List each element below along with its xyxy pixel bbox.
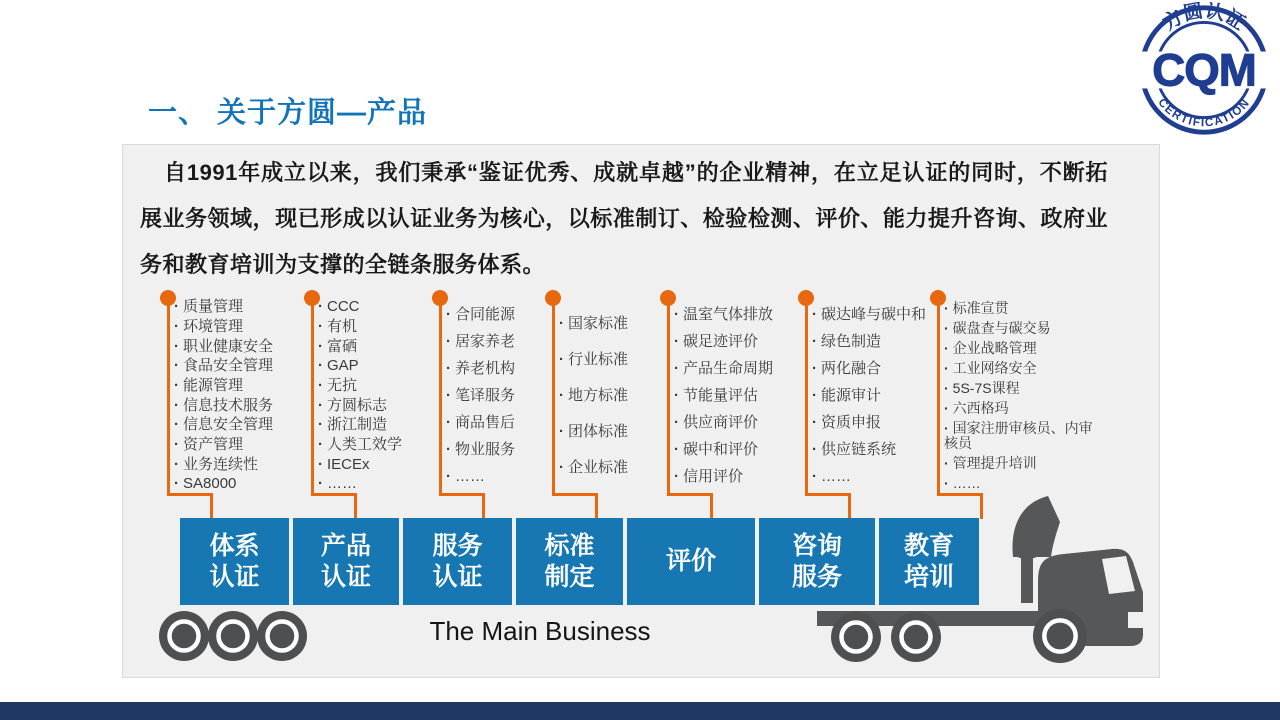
list-item: · 碳中和评价 [674,442,808,458]
list-item: · 行业标准 [559,352,671,368]
list-item: · 资产管理 [174,437,316,453]
truck-wheel-icon [891,612,941,662]
connector-line [482,493,485,519]
list-item: · 地方标准 [559,388,671,404]
truck-icon [805,490,1165,675]
list-item: · 质量管理 [174,299,316,315]
list-item: · GAP [318,358,442,374]
truck-wheel-icon [208,611,258,661]
list-item: · 合同能源 [446,307,564,323]
list-item: · 六西格玛 [944,401,1094,416]
list-item: · 能源审计 [812,388,954,404]
list-item: · 产品生命周期 [674,361,808,377]
category-box-label: 体系认证 [209,532,260,591]
list-item: · 信息技术服务 [174,398,316,414]
list-item: · 方圆标志 [318,398,442,414]
connector-line [937,298,940,496]
list-item: · 国家注册审核员、内审核员 [944,421,1094,451]
list-item: · 信息安全管理 [174,417,316,433]
list-item: · 供应链系统 [812,442,954,458]
category-box [403,518,512,605]
truck-wheel-icon [159,611,209,661]
connector-line [552,298,555,496]
list-item: · 碳达峰与碳中和 [812,307,954,323]
list-item: · 人类工效学 [318,437,442,453]
list-item: · 物业服务 [446,442,564,458]
list-item: · 管理提升培训 [944,456,1094,471]
list-item: · 资质申报 [812,415,954,431]
category-box [293,518,399,605]
truck-wheels-left-icon [150,602,320,672]
category-list [944,296,1094,496]
list-item: · …… [944,476,1094,491]
list-item: · CCC [318,299,442,315]
list-item: · 碳盘查与碳交易 [944,321,1094,336]
list-item: · 节能量评估 [674,388,808,404]
truck-wheel-icon [257,611,307,661]
list-item: · 信用评价 [674,469,808,485]
category-box-label: 评价 [665,547,716,576]
category-list [674,296,808,496]
list-item: · 企业标准 [559,460,671,476]
list-item: · 两化融合 [812,361,954,377]
truck-wheel-icon [1033,609,1087,663]
category-box-label: 服务认证 [432,532,483,591]
list-item: · 环境管理 [174,319,316,335]
list-item: · 绿色制造 [812,334,954,350]
connector-line [805,298,808,496]
category-list [559,296,671,496]
category-box-label: 产品认证 [320,532,371,591]
connector-line [439,298,442,496]
category-list [174,296,316,496]
list-item: · 5S-7S课程 [944,381,1094,396]
list-item: · 国家标准 [559,316,671,332]
list-item: · 有机 [318,319,442,335]
list-item: · 业务连续性 [174,457,316,473]
truck-wheel-icon [831,612,881,662]
connector-line [595,493,598,519]
connector-line [210,493,213,519]
list-item: · 碳足迹评价 [674,334,808,350]
main-business-caption: The Main Business [429,616,651,646]
connector-line [354,493,357,519]
list-item: · 养老机构 [446,361,564,377]
logo-acronym: CQM [1152,44,1256,96]
page-title: 一、 关于方圆—产品 [148,97,428,129]
list-item: · 团体标准 [559,424,671,440]
logo-bottom-text: CERTIFICATION [1155,95,1253,130]
list-item: · 居家养老 [446,334,564,350]
category-list [318,296,442,496]
list-item: · 能源管理 [174,378,316,394]
list-item: · 供应商评价 [674,415,808,431]
list-item: · 职业健康安全 [174,339,316,355]
connector-line [667,298,670,496]
list-item: · …… [318,476,442,492]
list-item: · 食品安全管理 [174,358,316,374]
category-box [516,518,623,605]
category-list [812,296,954,496]
category-box-label: 教育培训 [903,532,954,591]
list-item: · SA8000 [174,476,316,492]
category-box [627,518,755,605]
category-box [180,518,289,605]
list-item: · 商品售后 [446,415,564,431]
intro-paragraph: 自1991年成立以来，我们秉承“鉴证优秀、成就卓越”的企业精神，在立足认证的同时，不断拓展业务领域，现已形成以认证业务为核心，以标准制订、检验检测、评价、能力提升咨询、政府业务和教育培训为支撑的全链条服务体系。 [140,160,1108,277]
list-item: · 无抗 [318,378,442,394]
list-item: · …… [446,469,564,485]
list-item: · 工业网络安全 [944,361,1094,376]
list-item: · 企业战略管理 [944,341,1094,356]
connector-line [311,298,314,496]
list-item: · 温室气体排放 [674,307,808,323]
list-item: · 富硒 [318,339,442,355]
list-item: · IECEx [318,457,442,473]
category-box-label: 标准制定 [544,532,595,591]
footer-bar [0,702,1280,720]
category-list [446,296,564,496]
connector-line [710,493,713,519]
list-item: · 标准宣贯 [944,301,1094,316]
list-item: · 笔译服务 [446,388,564,404]
list-item: · 浙江制造 [318,417,442,433]
connector-line [167,298,170,496]
logo-top-text: 方圆认证 [1159,2,1249,35]
list-item: · …… [812,469,954,485]
category-box-label: 咨询服务 [791,532,842,591]
